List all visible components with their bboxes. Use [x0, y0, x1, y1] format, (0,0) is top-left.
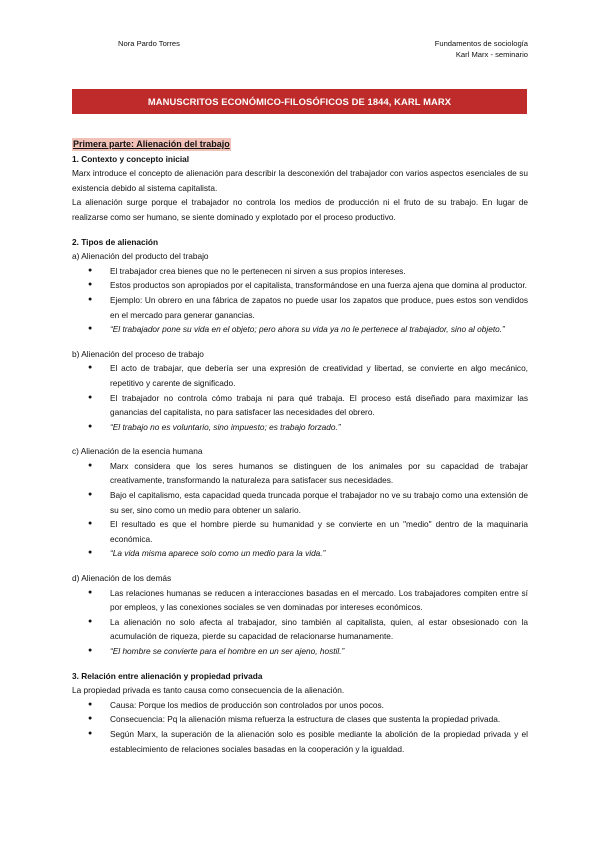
header-course-block	[435, 38, 528, 60]
quote-item: ● “El trabajo no es voluntario, sino impuesto; es trabajo forzado.”	[72, 420, 528, 435]
subsection-d-list	[72, 586, 528, 659]
document-title-banner: MANUSCRITOS ECONÓMICO-FILOSÓFICOS DE 1844, KARL MARX	[72, 89, 527, 114]
quote-item: ● “La vida misma aparece solo como un medio para la vida.”	[72, 546, 528, 561]
document-body	[72, 137, 528, 756]
quote-item: ● “El trabajador pone su vida en el objeto; pero ahora su vida ya no le pertenece al trabajador, sino al objeto.”	[72, 322, 528, 337]
section-3-heading: 3. Relación entre alienación y propiedad privada	[72, 670, 263, 681]
section-1-paragraph-2: La alienación surge porque el trabajador no controla los medios de producción ni el fruto de su trabajo. En lugar de realizarse como ser humano, se siente dominado y explotado por el proceso productivo.	[72, 197, 528, 222]
header-course: Fundamentos de sociología	[434, 39, 528, 48]
quote-item: ● “El hombre se convierte para el hombre en un ser ajeno, hostil.”	[72, 644, 528, 659]
section-1-paragraph-1: Marx introduce el concepto de alienación para describir la desconexión del trabajador con varios aspectos esenciales de su existencia debido al sistema capitalista.	[72, 168, 528, 193]
subsection-b-list	[72, 361, 528, 434]
subsection-a-list	[72, 264, 528, 337]
list-item: ● El trabajador no controla cómo trabaja ni para qué trabaja. El proceso está diseñado para maximizar las ganancias del capitalista, no para satisfacer las necesidades del obrero.	[72, 391, 528, 420]
subsection-b-title: b) Alienación del proceso de trabajo	[72, 348, 204, 359]
list-item: ● Estos productos son apropiados por el capitalista, transformándose en una fuerza ajena que domina al productor.	[72, 278, 528, 293]
list-item: ● Las relaciones humanas se reducen a interacciones basadas en el mercado. Los trabajadores compiten entre sí por empleos, y las conexiones sociales se ven dominadas por intereses económicos.	[72, 586, 528, 615]
section-1-heading: 1. Contexto y concepto inicial	[72, 153, 190, 164]
section-3-list	[72, 698, 528, 756]
section-3-intro: La propiedad privada es tanto causa como consecuencia de la alienación.	[72, 685, 345, 696]
list-item: ● El trabajador crea bienes que no le pertenecen ni sirven a sus propios intereses.	[72, 264, 528, 279]
header-author: Nora Pardo Torres	[118, 39, 180, 48]
part-title: Primera parte: Alienación del trabajo	[73, 139, 230, 149]
list-item: ● Bajo el capitalismo, esta capacidad queda truncada porque el trabajador no ve su trabajo como una extensión de su ser, sino como un medio para obtener un salario.	[72, 488, 528, 517]
list-item: ● Según Marx, la superación de la alienación solo es posible mediante la abolición de la propiedad privada y el establecimiento de relaciones sociales basadas en la cooperación y la igualdad.	[72, 727, 528, 756]
subsection-c-list	[72, 459, 528, 561]
list-item: ● Ejemplo: Un obrero en una fábrica de zapatos no puede usar los zapatos que produce, pues estos son vendidos en el mercado para generar ganancias.	[72, 293, 528, 322]
list-item: ● La alienación no solo afecta al trabajador, sino también al capitalista, quien, al estar obsesionado con la acumulación de riqueza, pierde su capacidad de relacionarse humanamente.	[72, 615, 528, 644]
subsection-d-title: d) Alienación de los demás	[72, 573, 172, 584]
header-subtitle: Karl Marx - seminario	[455, 50, 528, 59]
subsection-c-title: c) Alienación de la esencia humana	[72, 446, 203, 457]
list-item: ● El resultado es que el hombre pierde su humanidad y se convierte en un "medio" dentro de la maquinaria económica.	[72, 517, 528, 546]
subsection-a-title: a) Alienación del producto del trabajo	[72, 251, 209, 262]
list-item: ● Consecuencia: Pq la alienación misma refuerza la estructura de clases que sustenta la propiedad privada.	[72, 712, 528, 727]
list-item: ● El acto de trabajar, que debería ser una expresión de creatividad y libertad, se convierte en algo mecánico, repetitivo y carente de significado.	[72, 361, 528, 390]
list-item: ● Causa: Porque los medios de producción son controlados por unos pocos.	[72, 698, 528, 713]
list-item: ● Marx considera que los seres humanos se distinguen de los animales por su capacidad de trabajar creativamente, transformando la naturaleza para satisfacer sus necesidades.	[72, 459, 528, 488]
section-2-heading: 2. Tipos de alienación	[72, 236, 159, 247]
